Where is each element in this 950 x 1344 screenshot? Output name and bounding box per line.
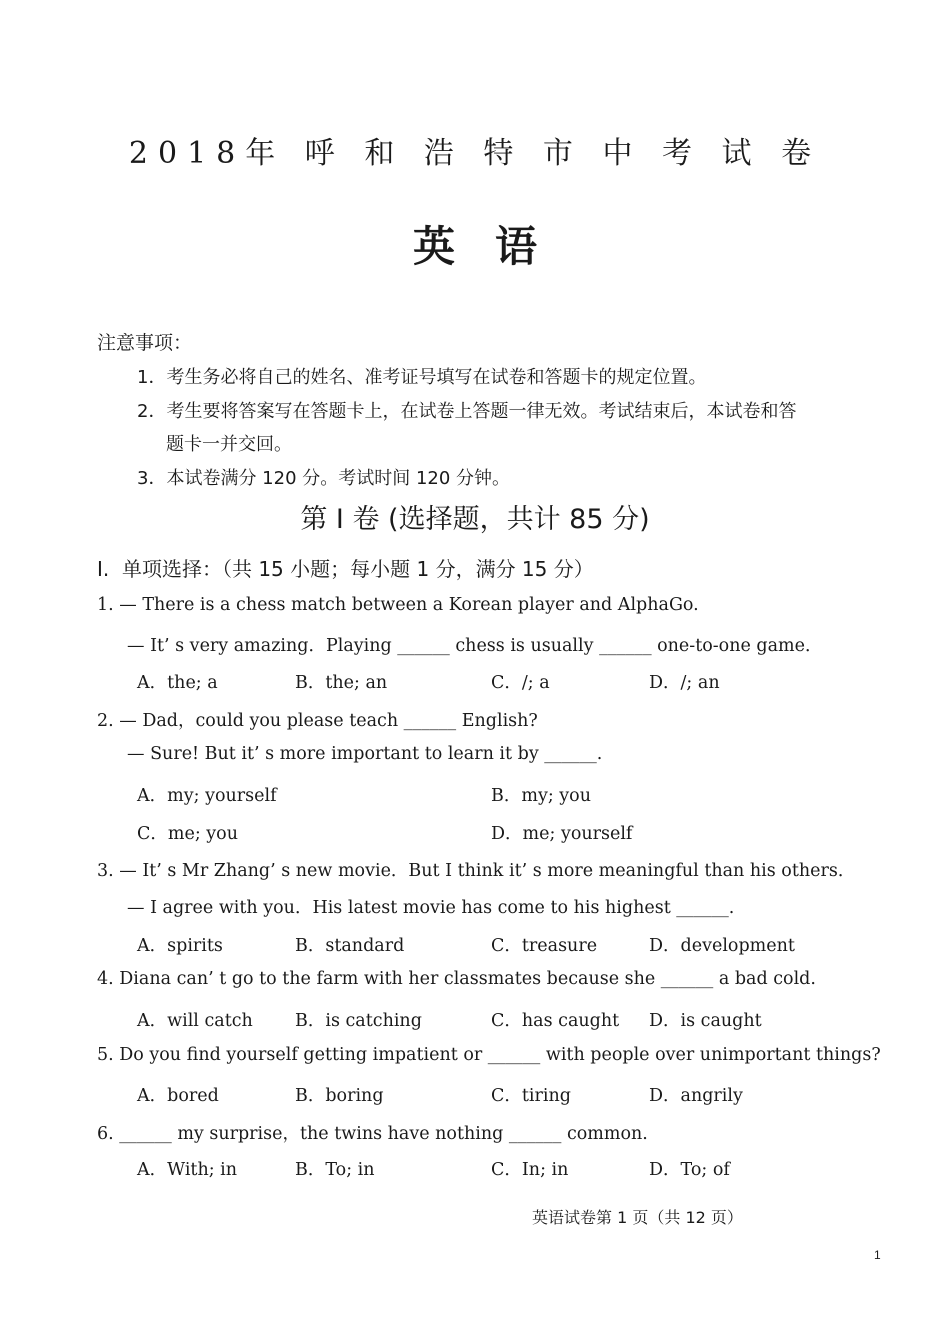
question-1-line-2: — It’ s very amazing．Playing ______ chess is usually ______ one-to-one game．	[127, 636, 823, 656]
question-1-option-a: A．the; a	[137, 673, 218, 693]
page-footer: 英语试卷第 1 页（共 12 页）	[532, 1208, 743, 1227]
notice-item-2: 2．考生要将答案写在答题卡上，在试卷上答题一律无效。考试结束后，本试卷和答	[137, 401, 797, 422]
question-3-line-1: 3. — It’ s Mr Zhang’ s new movie．But I think it’ s more meaningful than his others．	[97, 861, 856, 881]
question-2-option-a: A．my; yourself	[137, 786, 277, 806]
exam-title: 2018年 呼 和 浩 特 市 中 考 试 卷	[128, 136, 822, 171]
subject-title: 英语	[412, 222, 577, 271]
question-3-option-d: D．development	[649, 936, 795, 956]
question-3-option-a: A．spirits	[137, 936, 223, 956]
question-1-option-d: D．/; an	[649, 673, 720, 693]
question-5-option-d: D．angrily	[649, 1086, 743, 1106]
question-5-option-c: C．tiring	[491, 1086, 571, 1106]
question-2-option-b: B．my; you	[491, 786, 591, 806]
question-2-option-d: D．me; yourself	[491, 824, 633, 844]
part-title: 第 I 卷 (选择题，共计 85 分)	[300, 504, 650, 535]
section-title: I. 单项选择：（共 15 小题；每小题 1 分，满分 15 分）	[97, 557, 594, 581]
notice-item-3: 3．本试卷满分 120 分。考试时间 120 分钟。	[137, 468, 511, 489]
question-5-option-b: B．boring	[295, 1086, 384, 1106]
question-6-option-d: D．To; of	[649, 1160, 730, 1180]
notice-item-2-continued: 题卡一并交回。	[166, 434, 292, 455]
question-1-option-c: C．/; a	[491, 673, 550, 693]
question-4-option-c: C．has caught	[491, 1011, 620, 1031]
page-number: 1	[874, 1248, 881, 1262]
question-6-line-1: 6. ______ my surprise，the twins have nothing ______ common.	[97, 1124, 648, 1144]
question-6-option-a: A．With; in	[137, 1160, 238, 1180]
question-5-line-1: 5. Do you find yourself getting impatient or ______ with people over unimportant things?	[97, 1045, 881, 1065]
question-2-line-1: 2. — Dad，could you please teach ______ English?	[97, 711, 538, 731]
question-2-line-2: — Sure! But it’ s more important to learn it by ______.	[127, 744, 603, 764]
question-5-option-a: A．bored	[137, 1086, 219, 1106]
question-6-option-c: C．In; in	[491, 1160, 569, 1180]
question-4-option-d: D．is caught	[649, 1011, 762, 1031]
question-4-option-b: B．is catching	[295, 1011, 422, 1031]
notice-heading: 注意事项：	[97, 332, 193, 354]
question-1-line-1: 1. — There is a chess match between a Korean player and AlphaGo.	[97, 595, 699, 615]
question-4-line-1: 4. Diana can’ t go to the farm with her classmates because she ______ a bad cold.	[97, 969, 816, 989]
question-2-option-c: C．me; you	[137, 824, 238, 844]
question-3-option-c: C．treasure	[491, 936, 598, 956]
question-3-option-b: B．standard	[295, 936, 405, 956]
question-4-option-a: A．will catch	[137, 1011, 253, 1031]
question-3-line-2: — I agree with you．His latest movie has come to his highest ______.	[127, 898, 735, 918]
notice-item-1: 1．考生务必将自己的姓名、准考证号填写在试卷和答题卡的规定位置。	[137, 367, 707, 388]
question-1-option-b: B．the; an	[295, 673, 388, 693]
question-6-option-b: B．To; in	[295, 1160, 375, 1180]
